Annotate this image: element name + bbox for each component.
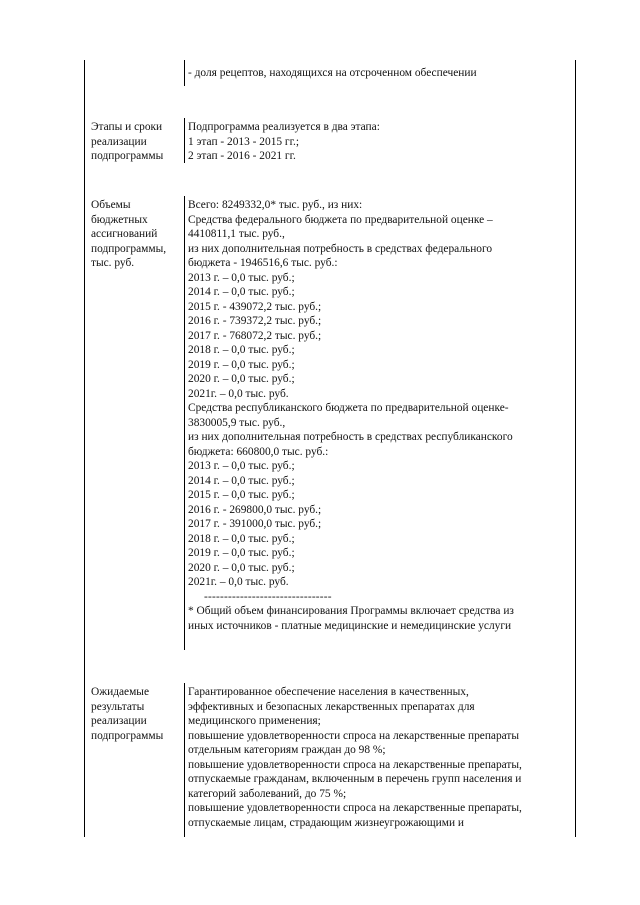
text-line: 2015 г. – 0,0 тыс. руб.;	[188, 489, 295, 501]
text-line: 2021г. – 0,0 тыс. руб.	[188, 576, 289, 588]
label-line: ассигнований	[91, 228, 158, 240]
text-line: Всего: 8249332,0* тыс. руб., из них:	[188, 199, 363, 211]
table-right-border	[575, 60, 576, 837]
footnote-line: иных источников - платные медицинские и немедицинские услуги	[188, 619, 512, 632]
footnote-line: * Общий объем финансирования Программы включает средства из	[188, 605, 514, 617]
text-line: отпускаемые гражданам, включенным в перечень групп населения и	[188, 773, 522, 785]
label-line: Объемы	[91, 199, 131, 211]
label-line: Этапы и сроки	[91, 121, 163, 133]
text-line: из них дополнительная потребность в средствах федерального	[188, 242, 493, 255]
text-line: 2 этап - 2016 - 2021 гг.	[188, 150, 296, 162]
column-separator	[184, 118, 185, 163]
footnote-separator: --------------------------------	[204, 590, 332, 603]
top-row-value	[188, 66, 573, 81]
text-line: 2017 г. - 391000,0 тыс. руб.;	[188, 518, 322, 530]
stages-label	[91, 120, 179, 164]
text-line: отдельным категориям граждан до 98 %;	[188, 744, 386, 756]
label-line: подпрограммы,	[91, 242, 167, 255]
results-label	[91, 685, 179, 743]
text-line: повышение удовлетворенности спроса на лекарственные препараты,	[188, 802, 522, 814]
text-line: 2018 г. – 0,0 тыс. руб.;	[188, 532, 295, 545]
text-line: 2018 г. – 0,0 тыс. руб.;	[188, 344, 295, 356]
text-line: повышение удовлетворенности спроса на лекарственные препараты	[188, 729, 520, 742]
label-line: результаты	[91, 700, 145, 713]
text-line: 2014 г. – 0,0 тыс. руб.;	[188, 286, 295, 298]
text-line: 2019 г. – 0,0 тыс. руб.;	[188, 358, 295, 371]
text-line: бюджета - 1946516,6 тыс. руб.:	[188, 257, 338, 269]
text-line: Подпрограмма реализуется в два этапа:	[188, 121, 380, 133]
text-line: 2016 г. - 739372,2 тыс. руб.;	[188, 315, 322, 327]
column-separator	[184, 196, 185, 650]
budget-label	[91, 198, 179, 271]
text-line: категорий заболеваний, до 75 %;	[188, 787, 347, 800]
stages-value	[188, 120, 573, 164]
text-line: 2015 г. - 439072,2 тыс. руб.;	[188, 300, 322, 313]
text-line: 2014 г. – 0,0 тыс. руб.;	[188, 474, 295, 487]
text-line: 2016 г. - 269800,0 тыс. руб.;	[188, 503, 322, 516]
text-line: 4410811,1 тыс. руб.,	[188, 228, 285, 240]
text-line: 2020 г. – 0,0 тыс. руб.;	[188, 373, 295, 385]
label-line: подпрограммы	[91, 150, 164, 162]
text-line: 3830005,9 тыс. руб.,	[188, 416, 286, 429]
text-line: 2013 г. – 0,0 тыс. руб.;	[188, 460, 295, 472]
column-separator	[184, 60, 185, 86]
text-line: 2013 г. – 0,0 тыс. руб.;	[188, 271, 295, 284]
label-line: тыс. руб.	[91, 257, 135, 269]
text-line: 2021г. – 0,0 тыс. руб.	[188, 387, 289, 400]
text-line: повышение удовлетворенности спроса на лекарственные препараты,	[188, 758, 522, 771]
text-line: медицинского применения;	[188, 715, 321, 727]
text-line: эффективных и безопасных лекарственных препаратах для	[188, 700, 475, 713]
text-line: 2017 г. - 768072,2 тыс. руб.;	[188, 329, 322, 342]
text-line: Средства федерального бюджета по предварительной оценке –	[188, 213, 493, 226]
results-value	[188, 685, 573, 830]
text-line: Гарантированное обеспечение населения в качественных,	[188, 686, 469, 698]
budget-value	[188, 198, 573, 633]
text-line: Средства республиканского бюджета по предварительной оценке-	[188, 402, 509, 414]
label-line: бюджетных	[91, 213, 148, 226]
text-line: 1 этап - 2013 - 2015 гг.;	[188, 135, 300, 148]
text-line: 2019 г. – 0,0 тыс. руб.;	[188, 547, 295, 559]
label-line: реализации	[91, 715, 147, 727]
label-line: Ожидаемые	[91, 686, 150, 698]
label-line: подпрограммы	[91, 729, 164, 742]
text-line: бюджета: 660800,0 тыс. руб.:	[188, 445, 329, 458]
text-line: отпускаемые лицам, страдающим жизнеугрожающими и	[188, 816, 465, 829]
text-line: 2020 г. – 0,0 тыс. руб.;	[188, 561, 295, 574]
text-line: из них дополнительная потребность в средствах республиканского	[188, 431, 513, 443]
text-line: - доля рецептов, находящихся на отсроченном обеспечении	[188, 67, 477, 79]
label-line: реализации	[91, 135, 147, 148]
column-separator	[184, 683, 185, 837]
table-left-border	[84, 60, 85, 837]
